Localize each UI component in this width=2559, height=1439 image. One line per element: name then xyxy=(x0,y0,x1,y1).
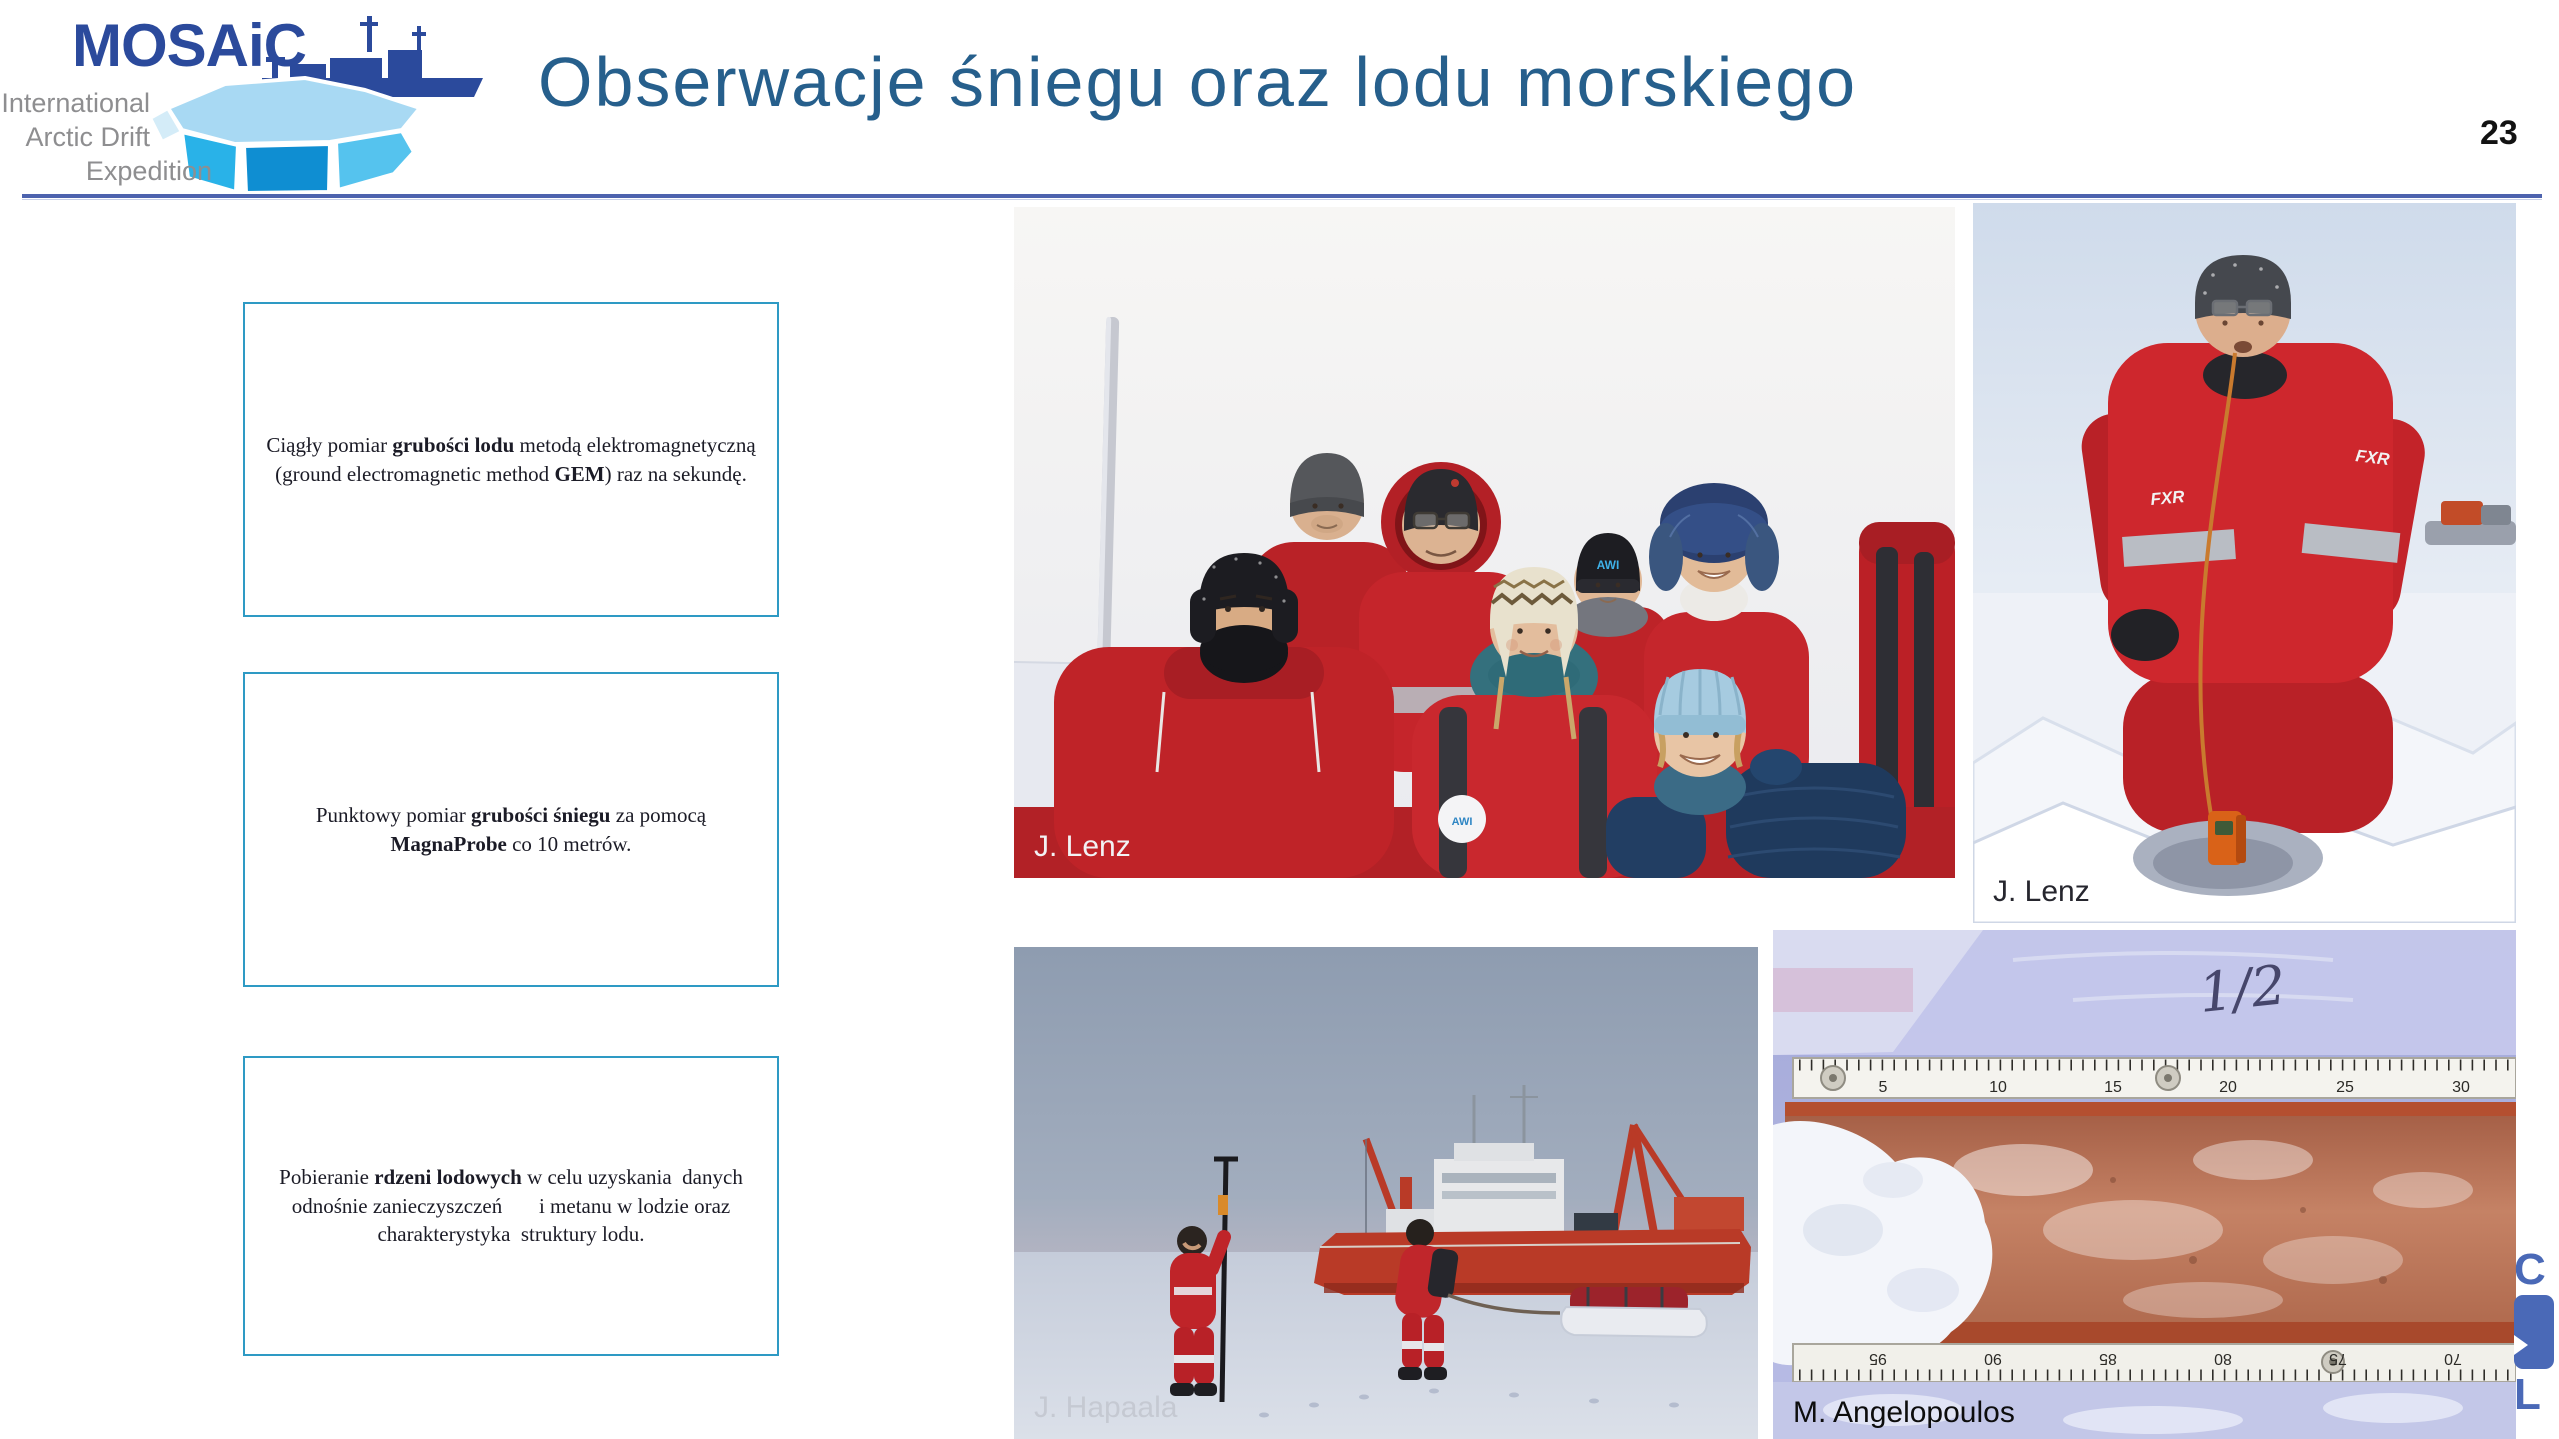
edge-logo-letter-top: C xyxy=(2514,1250,2546,1294)
edge-logo-letter-bottom: L xyxy=(2514,1369,2541,1419)
info-box-gem xyxy=(243,302,779,617)
photo-credit: J. Hapaala xyxy=(1034,1391,1178,1424)
logo-tagline-line3: Expedition xyxy=(85,156,212,186)
photo-credit: J. Lenz xyxy=(1993,875,2090,908)
ruler-label: 90 xyxy=(1984,1350,2002,1367)
ruler-label: 85 xyxy=(2099,1350,2117,1367)
logo-wordmark: MOSAiC xyxy=(72,12,306,79)
sled xyxy=(1561,1287,1707,1337)
ruler-label: 20 xyxy=(2219,1079,2237,1096)
edge-logo xyxy=(2514,1250,2559,1439)
photo-sled-transport xyxy=(1014,947,1758,1439)
info-box-gem-text: Ciągły pomiar grubości lodu metodą elektromagnetyczną (ground electromagnetic method GEM) raz na sekundę. xyxy=(266,432,756,486)
info-box-magnaprobe xyxy=(243,672,779,987)
ruler-label: 30 xyxy=(2452,1079,2470,1096)
info-box-ice-cores-text: Pobieranie rdzeni lodowych w celu uzyskania danych odnośnie zanieczyszczeń i metanu w lodzie oraz charakterystyka struktury lodu. xyxy=(279,1164,743,1247)
awi-hat-label: AWI xyxy=(1596,558,1620,572)
info-box-magnaprobe-text: Punktowy pomiar grubości śniegu za pomocą MagnaProbe co 10 metrów. xyxy=(315,802,707,856)
awi-badge: AWI xyxy=(1451,816,1473,828)
photo-sled-illustration xyxy=(1014,947,1758,1439)
ruler-label: 70 xyxy=(2444,1350,2462,1367)
edge-logo-glyph xyxy=(2514,1295,2554,1369)
header-divider-shadow xyxy=(22,199,2542,200)
ruler-label: 95 xyxy=(1869,1350,1887,1367)
ruler-label: 75 xyxy=(2329,1350,2347,1367)
ruler-label: 5 xyxy=(1878,1079,1888,1096)
folding-ruler-bottom xyxy=(1793,1344,2516,1382)
handwritten-label: 1/2 xyxy=(2195,953,2289,1025)
photo-credit: M. Angelopoulos xyxy=(1793,1396,2015,1429)
logo-tagline-line1: International xyxy=(1,88,150,118)
ruler-label: 10 xyxy=(1989,1079,2007,1096)
logo-tagline-line2: Arctic Drift xyxy=(25,122,150,152)
photo-credit: J. Lenz xyxy=(1034,830,1131,863)
ruler-label: 25 xyxy=(2336,1079,2354,1096)
folding-ruler-top xyxy=(1793,1058,2516,1098)
ruler-label: 15 xyxy=(2104,1079,2122,1096)
photo-ice-thickness xyxy=(1973,203,2516,923)
photo-group xyxy=(1014,207,1955,878)
ruler-label: 80 xyxy=(2214,1350,2232,1367)
photo-kneeling-illustration xyxy=(1973,203,2516,923)
photo-icecore-illustration xyxy=(1773,930,2516,1439)
photo-group-illustration xyxy=(1014,207,1955,878)
fxr-logo-chest: FXR xyxy=(2149,487,2186,509)
header-divider xyxy=(22,194,2542,198)
page-number: 23 xyxy=(2480,114,2518,152)
info-box-ice-cores xyxy=(243,1056,779,1356)
mosaic-logo xyxy=(0,0,520,205)
page-title: Obserwacje śniegu oraz lodu morskiego xyxy=(538,43,1858,121)
fxr-logo-shoulder: FXR xyxy=(2354,446,2391,470)
photo-ice-core xyxy=(1773,930,2516,1439)
